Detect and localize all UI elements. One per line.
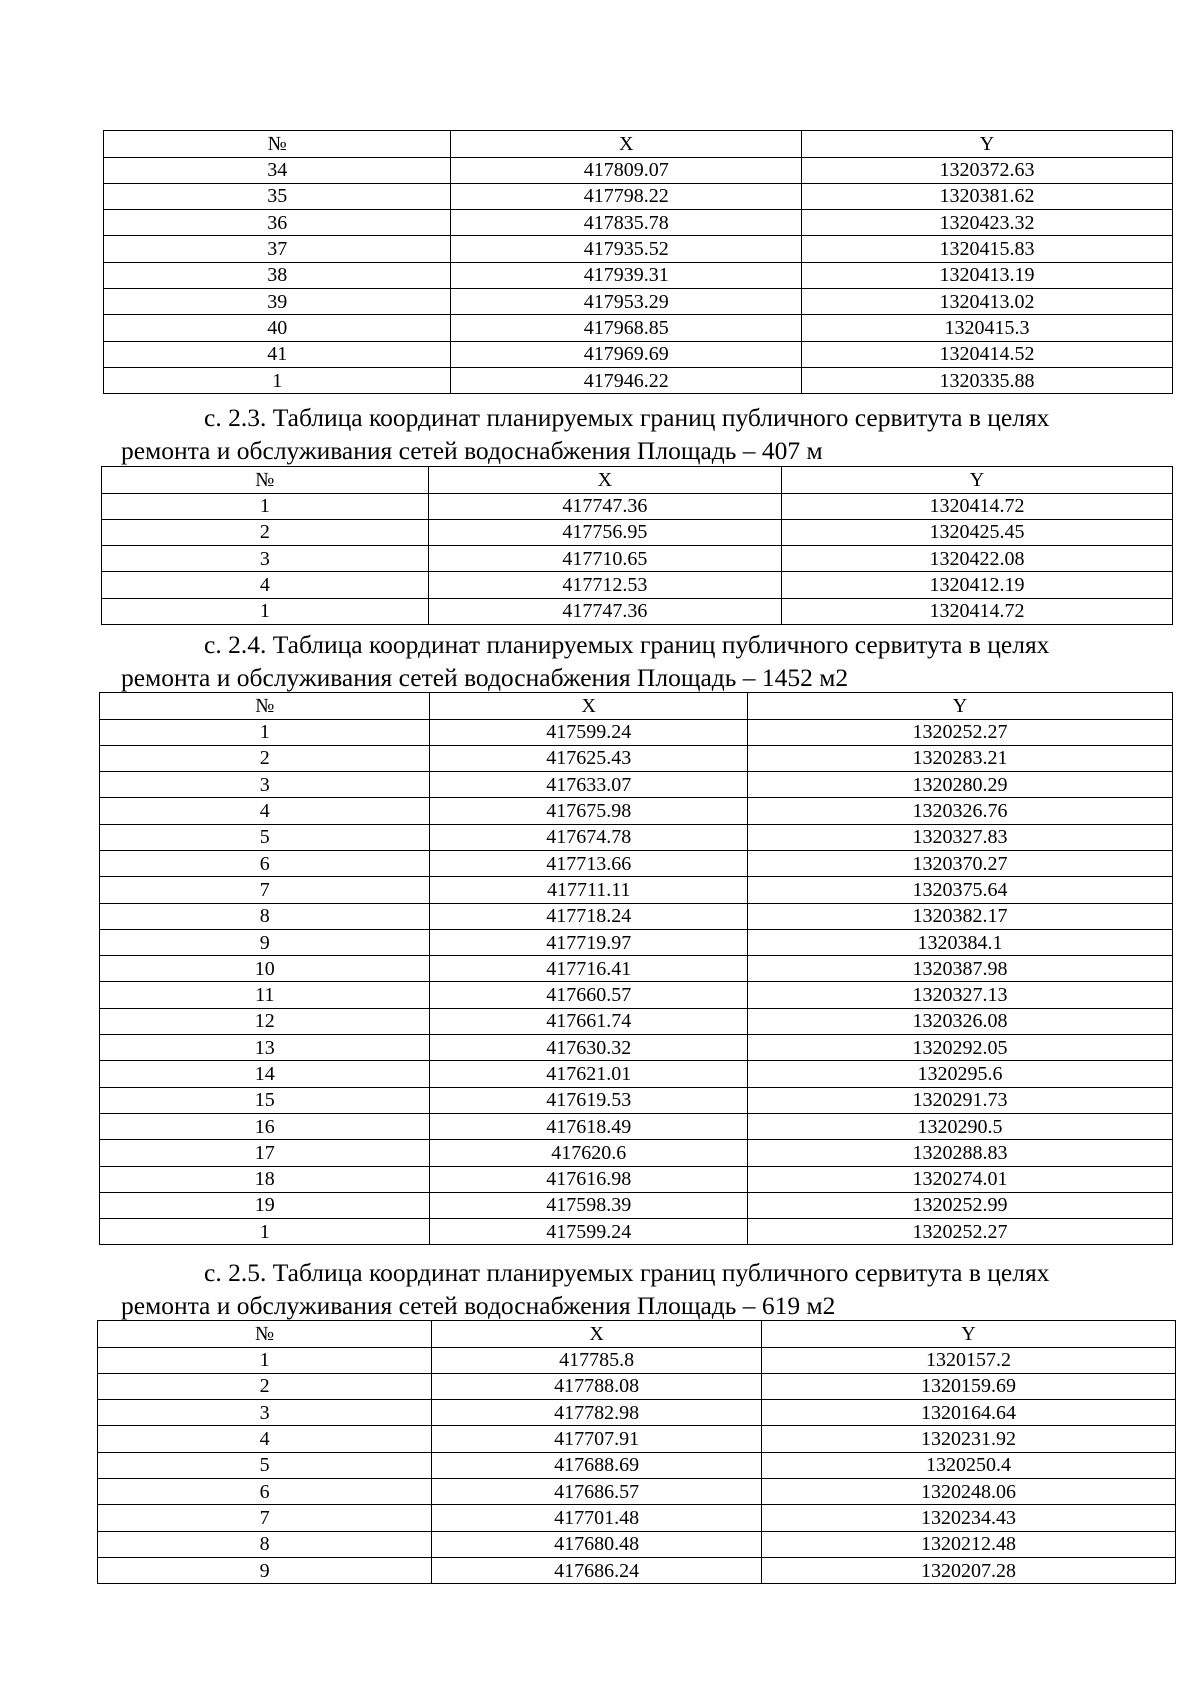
y-coordinate: 1320252.27 <box>748 1219 1173 1245</box>
x-coordinate: 417968.85 <box>451 315 802 341</box>
y-coordinate: 1320295.6 <box>748 1061 1173 1087</box>
x-coordinate: 417719.97 <box>430 929 748 955</box>
coordinates-table-2-4 <box>99 692 1173 1245</box>
point-number: 10 <box>100 956 430 982</box>
x-coordinate: 417680.48 <box>432 1531 762 1557</box>
table-row <box>102 493 1173 519</box>
y-coordinate: 1320415.3 <box>802 315 1173 341</box>
table-row <box>104 341 1173 367</box>
point-number: 37 <box>104 236 451 262</box>
x-coordinate: 417675.98 <box>430 798 748 824</box>
point-number: 35 <box>104 183 451 209</box>
caption-line-2: ремонта и обслуживания сетей водоснабжения Площадь – 407 м <box>121 436 823 465</box>
y-coordinate: 1320387.98 <box>748 956 1173 982</box>
caption-line-2: ремонта и обслуживания сетей водоснабжения Площадь – 1452 м2 <box>121 663 849 692</box>
point-number: 5 <box>98 1452 432 1478</box>
table-row <box>98 1478 1176 1504</box>
y-coordinate: 1320212.48 <box>762 1531 1176 1557</box>
point-number: 7 <box>98 1505 432 1531</box>
point-number: 3 <box>100 772 430 798</box>
table-row <box>100 1140 1173 1166</box>
table-row <box>104 210 1173 236</box>
y-coordinate: 1320384.1 <box>748 929 1173 955</box>
point-number: 5 <box>100 824 430 850</box>
table-row <box>100 982 1173 1008</box>
x-coordinate: 417711.11 <box>430 877 748 903</box>
x-coordinate: 417809.07 <box>451 157 802 183</box>
point-number: 2 <box>98 1373 432 1399</box>
table-row <box>100 1008 1173 1034</box>
x-coordinate: 417713.66 <box>430 850 748 876</box>
table-header-row <box>102 467 1173 494</box>
section-caption-2-3 <box>121 401 1049 467</box>
point-number: 38 <box>104 262 451 288</box>
x-coordinate: 417785.8 <box>432 1347 762 1373</box>
y-coordinate: 1320252.99 <box>748 1192 1173 1218</box>
y-coordinate: 1320207.28 <box>762 1557 1176 1583</box>
point-number: 2 <box>102 519 429 545</box>
point-number: 18 <box>100 1166 430 1192</box>
y-coordinate: 1320412.19 <box>782 572 1173 598</box>
y-coordinate: 1320382.17 <box>748 903 1173 929</box>
point-number: 1 <box>100 1219 430 1245</box>
x-coordinate: 417661.74 <box>430 1008 748 1034</box>
y-coordinate: 1320375.64 <box>748 877 1173 903</box>
y-coordinate: 1320414.72 <box>782 493 1173 519</box>
table-row <box>104 315 1173 341</box>
x-coordinate: 417935.52 <box>451 236 802 262</box>
point-number: 34 <box>104 157 451 183</box>
table-row <box>100 772 1173 798</box>
table-row <box>100 877 1173 903</box>
y-coordinate: 1320274.01 <box>748 1166 1173 1192</box>
coordinates-table-2-3 <box>101 466 1173 625</box>
header-number: № <box>102 467 429 494</box>
table-header-row <box>98 1321 1176 1348</box>
point-number: 9 <box>100 929 430 955</box>
header-x: X <box>428 467 781 494</box>
x-coordinate: 417710.65 <box>428 546 781 572</box>
y-coordinate: 1320413.19 <box>802 262 1173 288</box>
table-row <box>98 1400 1176 1426</box>
point-number: 12 <box>100 1008 430 1034</box>
table-row <box>100 1087 1173 1113</box>
y-coordinate: 1320414.72 <box>782 598 1173 624</box>
table-row <box>104 183 1173 209</box>
x-coordinate: 417939.31 <box>451 262 802 288</box>
table-header-row <box>100 693 1173 720</box>
x-coordinate: 417756.95 <box>428 519 781 545</box>
table-row <box>104 288 1173 314</box>
y-coordinate: 1320327.13 <box>748 982 1173 1008</box>
y-coordinate: 1320157.2 <box>762 1347 1176 1373</box>
x-coordinate: 417633.07 <box>430 772 748 798</box>
caption-line-1: с. 2.5. Таблица координат планируемых границ публичного сервитута в целях <box>204 1258 1050 1287</box>
y-coordinate: 1320413.02 <box>802 288 1173 314</box>
table-row <box>100 903 1173 929</box>
table-row <box>100 1113 1173 1139</box>
table-row <box>104 367 1173 393</box>
header-y: Y <box>802 131 1173 158</box>
x-coordinate: 417788.08 <box>432 1373 762 1399</box>
x-coordinate: 417953.29 <box>451 288 802 314</box>
y-coordinate: 1320335.88 <box>802 367 1173 393</box>
header-x: X <box>430 693 748 720</box>
y-coordinate: 1320290.5 <box>748 1113 1173 1139</box>
point-number: 3 <box>98 1400 432 1426</box>
y-coordinate: 1320370.27 <box>748 850 1173 876</box>
x-coordinate: 417660.57 <box>430 982 748 1008</box>
x-coordinate: 417621.01 <box>430 1061 748 1087</box>
header-number: № <box>98 1321 432 1348</box>
y-coordinate: 1320283.21 <box>748 745 1173 771</box>
point-number: 15 <box>100 1087 430 1113</box>
table-row <box>100 798 1173 824</box>
x-coordinate: 417625.43 <box>430 745 748 771</box>
caption-line-1: с. 2.3. Таблица координат планируемых границ публичного сервитута в целях <box>204 403 1050 432</box>
x-coordinate: 417620.6 <box>430 1140 748 1166</box>
x-coordinate: 417798.22 <box>451 183 802 209</box>
x-coordinate: 417707.91 <box>432 1426 762 1452</box>
point-number: 14 <box>100 1061 430 1087</box>
header-x: X <box>451 131 802 158</box>
header-y: Y <box>748 693 1173 720</box>
x-coordinate: 417701.48 <box>432 1505 762 1531</box>
y-coordinate: 1320252.27 <box>748 719 1173 745</box>
y-coordinate: 1320288.83 <box>748 1140 1173 1166</box>
point-number: 13 <box>100 1035 430 1061</box>
point-number: 40 <box>104 315 451 341</box>
point-number: 41 <box>104 341 451 367</box>
header-number: № <box>100 693 430 720</box>
point-number: 2 <box>100 745 430 771</box>
x-coordinate: 417686.57 <box>432 1478 762 1504</box>
x-coordinate: 417630.32 <box>430 1035 748 1061</box>
x-coordinate: 417616.98 <box>430 1166 748 1192</box>
x-coordinate: 417619.53 <box>430 1087 748 1113</box>
point-number: 9 <box>98 1557 432 1583</box>
table-header-row <box>104 131 1173 158</box>
table-row <box>98 1557 1176 1583</box>
point-number: 6 <box>100 850 430 876</box>
x-coordinate: 417599.24 <box>430 719 748 745</box>
section-caption-2-4 <box>121 628 1049 694</box>
y-coordinate: 1320164.64 <box>762 1400 1176 1426</box>
table-row <box>102 598 1173 624</box>
y-coordinate: 1320425.45 <box>782 519 1173 545</box>
x-coordinate: 417674.78 <box>430 824 748 850</box>
table-row <box>98 1347 1176 1373</box>
y-coordinate: 1320415.83 <box>802 236 1173 262</box>
coords-table <box>101 466 1173 625</box>
point-number: 4 <box>100 798 430 824</box>
table-row <box>98 1426 1176 1452</box>
table-row <box>104 157 1173 183</box>
point-number: 17 <box>100 1140 430 1166</box>
y-coordinate: 1320326.76 <box>748 798 1173 824</box>
y-coordinate: 1320372.63 <box>802 157 1173 183</box>
table-row <box>100 1219 1173 1245</box>
header-y: Y <box>762 1321 1176 1348</box>
y-coordinate: 1320291.73 <box>748 1087 1173 1113</box>
table-row <box>100 1166 1173 1192</box>
table-row <box>98 1531 1176 1557</box>
y-coordinate: 1320280.29 <box>748 772 1173 798</box>
table-row <box>100 1061 1173 1087</box>
x-coordinate: 417712.53 <box>428 572 781 598</box>
point-number: 7 <box>100 877 430 903</box>
x-coordinate: 417782.98 <box>432 1400 762 1426</box>
x-coordinate: 417946.22 <box>451 367 802 393</box>
x-coordinate: 417835.78 <box>451 210 802 236</box>
y-coordinate: 1320248.06 <box>762 1478 1176 1504</box>
section-caption-2-5 <box>121 1256 1049 1322</box>
header-x: X <box>432 1321 762 1348</box>
point-number: 16 <box>100 1113 430 1139</box>
x-coordinate: 417969.69 <box>451 341 802 367</box>
coordinates-table-2-5 <box>97 1320 1176 1584</box>
table-row <box>100 745 1173 771</box>
y-coordinate: 1320423.32 <box>802 210 1173 236</box>
header-y: Y <box>782 467 1173 494</box>
y-coordinate: 1320422.08 <box>782 546 1173 572</box>
point-number: 36 <box>104 210 451 236</box>
table-row <box>98 1505 1176 1531</box>
table-row <box>100 1035 1173 1061</box>
point-number: 1 <box>102 493 429 519</box>
table-row <box>100 1192 1173 1218</box>
point-number: 4 <box>102 572 429 598</box>
x-coordinate: 417747.36 <box>428 598 781 624</box>
point-number: 1 <box>104 367 451 393</box>
point-number: 1 <box>98 1347 432 1373</box>
x-coordinate: 417688.69 <box>432 1452 762 1478</box>
x-coordinate: 417747.36 <box>428 493 781 519</box>
point-number: 11 <box>100 982 430 1008</box>
y-coordinate: 1320234.43 <box>762 1505 1176 1531</box>
point-number: 1 <box>100 719 430 745</box>
x-coordinate: 417686.24 <box>432 1557 762 1583</box>
table-row <box>104 262 1173 288</box>
y-coordinate: 1320327.83 <box>748 824 1173 850</box>
point-number: 39 <box>104 288 451 314</box>
x-coordinate: 417718.24 <box>430 903 748 929</box>
coords-table <box>99 692 1173 1245</box>
header-number: № <box>104 131 451 158</box>
table-row <box>100 929 1173 955</box>
y-coordinate: 1320159.69 <box>762 1373 1176 1399</box>
y-coordinate: 1320414.52 <box>802 341 1173 367</box>
table-row <box>100 719 1173 745</box>
table-row <box>100 850 1173 876</box>
table-row <box>100 956 1173 982</box>
caption-line-1: с. 2.4. Таблица координат планируемых границ публичного сервитута в целях <box>204 630 1050 659</box>
point-number: 6 <box>98 1478 432 1504</box>
point-number: 4 <box>98 1426 432 1452</box>
x-coordinate: 417618.49 <box>430 1113 748 1139</box>
table-row <box>98 1452 1176 1478</box>
coordinates-table-continued <box>103 130 1173 394</box>
y-coordinate: 1320326.08 <box>748 1008 1173 1034</box>
table-row <box>98 1373 1176 1399</box>
coords-table <box>97 1320 1176 1584</box>
table-row <box>102 572 1173 598</box>
point-number: 1 <box>102 598 429 624</box>
point-number: 19 <box>100 1192 430 1218</box>
x-coordinate: 417716.41 <box>430 956 748 982</box>
x-coordinate: 417598.39 <box>430 1192 748 1218</box>
y-coordinate: 1320292.05 <box>748 1035 1173 1061</box>
point-number: 8 <box>98 1531 432 1557</box>
coords-table <box>103 130 1173 394</box>
caption-line-2: ремонта и обслуживания сетей водоснабжения Площадь – 619 м2 <box>121 1291 836 1320</box>
y-coordinate: 1320250.4 <box>762 1452 1176 1478</box>
point-number: 3 <box>102 546 429 572</box>
point-number: 8 <box>100 903 430 929</box>
y-coordinate: 1320381.62 <box>802 183 1173 209</box>
table-row <box>100 824 1173 850</box>
table-row <box>102 546 1173 572</box>
y-coordinate: 1320231.92 <box>762 1426 1176 1452</box>
x-coordinate: 417599.24 <box>430 1219 748 1245</box>
table-row <box>102 519 1173 545</box>
table-row <box>104 236 1173 262</box>
